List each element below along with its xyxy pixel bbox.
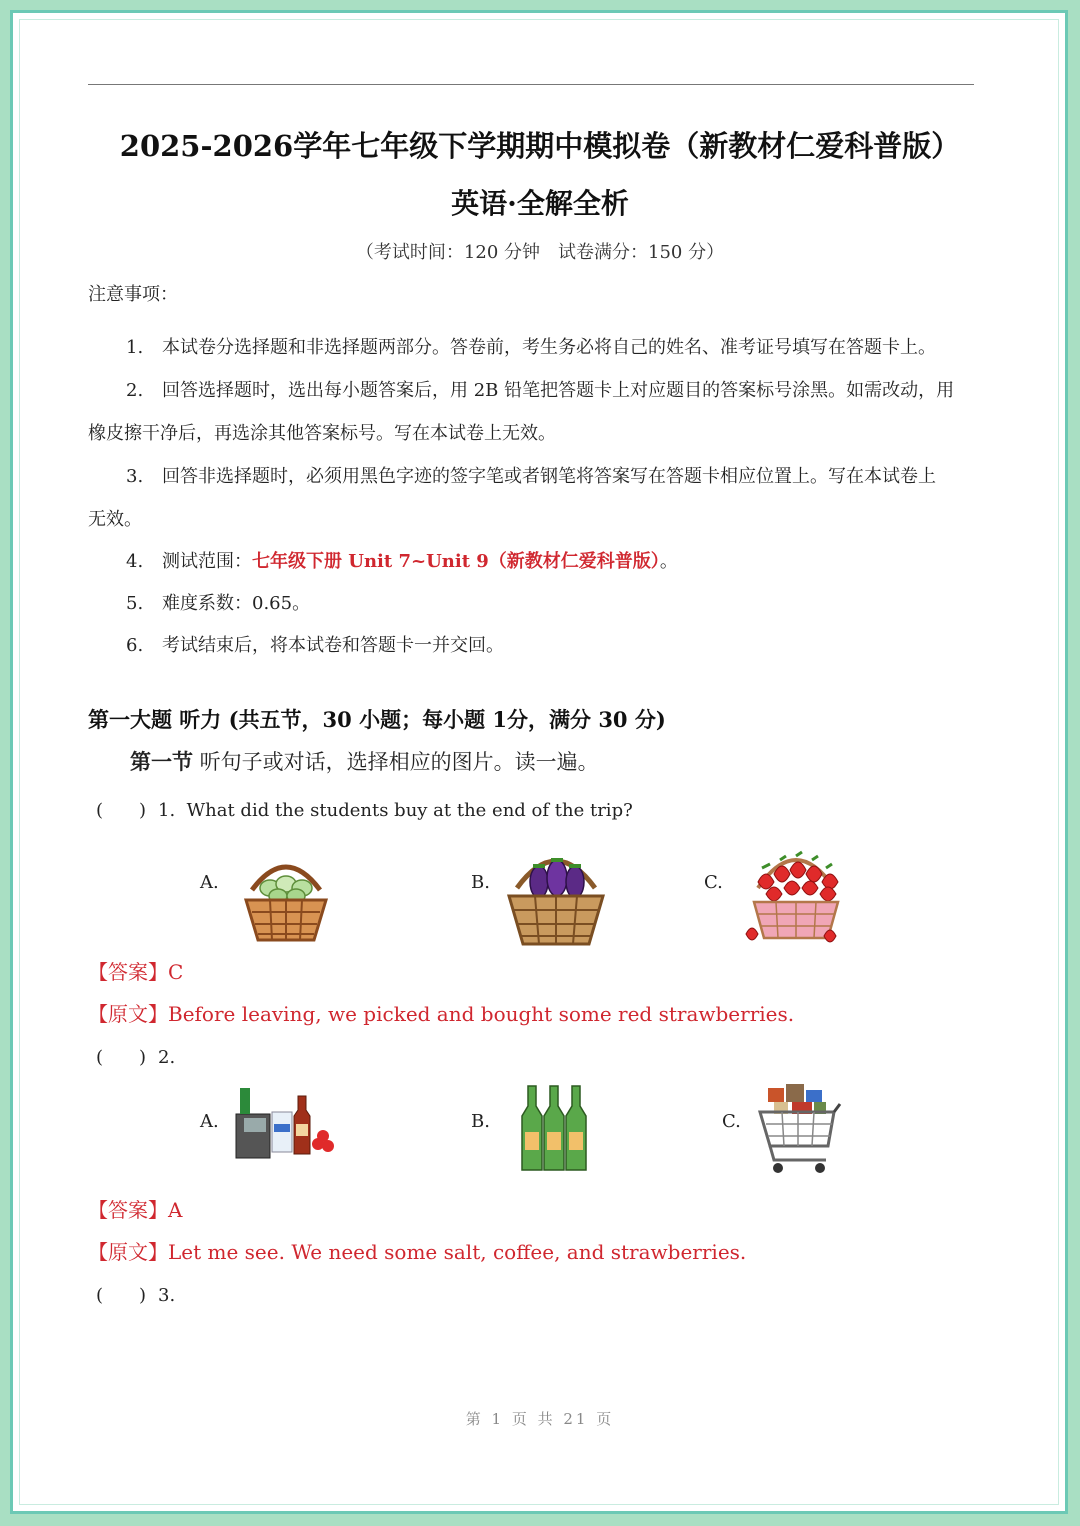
eggplant-basket-icon: [505, 838, 607, 950]
q2-option-a: A.: [200, 1111, 219, 1132]
strawberry-basket-icon: [740, 838, 852, 950]
exam-info: （考试时间：120 分钟 试卷满分：150 分）: [355, 242, 725, 263]
page-title: 2025-2026学年七年级下学期期中模拟卷（新教材仁爱科普版）: [119, 129, 961, 163]
notice-item-2-cont: 橡皮擦干净后，再选涂其他答案标号。写在本试卷上无效。: [88, 423, 556, 444]
page-footer: 第 1 页 共 21 页: [465, 1410, 615, 1428]
notice-item-5: 5. 难度系数：0.65。: [126, 593, 311, 614]
q1-option-c: C.: [704, 872, 723, 893]
page-subtitle-title: 英语·全解全析: [451, 187, 629, 220]
notice-heading: 注意事项：: [88, 284, 178, 305]
checkout-groceries-icon: [232, 1084, 338, 1162]
question-1: ( ) 1. What did the students buy at the end of the trip?: [96, 796, 633, 822]
q2-option-b: B.: [471, 1111, 490, 1132]
notice-item-6: 6. 考试结束后，将本试卷和答题卡一并交回。: [126, 635, 504, 656]
header-rule: [88, 84, 974, 85]
q2-option-c: C.: [722, 1111, 741, 1132]
shopping-cart-icon: [756, 1080, 842, 1176]
grape-basket-icon: [240, 846, 332, 946]
bottles-icon: [518, 1082, 592, 1174]
q2-answer: 【答案】A: [88, 1198, 183, 1222]
notice-item-3: 3. 回答非选择题时，必须用黑色字迹的签字笔或者钢笔将答案写在答题卡相应位置上。写在本试卷上: [126, 466, 936, 487]
answer-blank: ( ): [96, 1285, 147, 1306]
q1-answer: 【答案】C: [88, 960, 184, 984]
subsection-heading: 第一节 听句子或对话，选择相应的图片。读一遍。: [130, 749, 599, 774]
notice-item-3-cont: 无效。: [88, 509, 142, 530]
answer-blank: ( ): [96, 800, 147, 821]
notice-item-1: 1. 本试卷分选择题和非选择题两部分。答卷前，考生务必将自己的姓名、准考证号填写在答题卡上。: [126, 337, 936, 358]
question-2: ( ) 2.: [96, 1043, 175, 1069]
section-heading: 第一大题 听力 (共五节，30 小题；每小题 1分，满分 30 分): [88, 707, 666, 732]
q1-option-b: B.: [471, 872, 490, 893]
answer-blank: ( ): [96, 1047, 147, 1068]
notice-item-4: 4. 测试范围：七年级下册 Unit 7~Unit 9（新教材仁爱科普版）。: [126, 551, 678, 572]
q1-option-a: A.: [200, 872, 219, 893]
question-3: ( ) 3.: [96, 1281, 175, 1307]
q1-script: 【原文】Before leaving, we picked and bought some red strawberries.: [88, 1002, 795, 1026]
notice-item-2: 2. 回答选择题时，选出每小题答案后，用 2B 铅笔把答题卡上对应题目的答案标号涂黑。如需改动，用: [126, 380, 955, 401]
test-scope: 七年级下册 Unit 7~Unit 9（新教材仁爱科普版）: [252, 551, 660, 572]
q2-script: 【原文】Let me see. We need some salt, coffee, and strawberries.: [88, 1240, 747, 1264]
